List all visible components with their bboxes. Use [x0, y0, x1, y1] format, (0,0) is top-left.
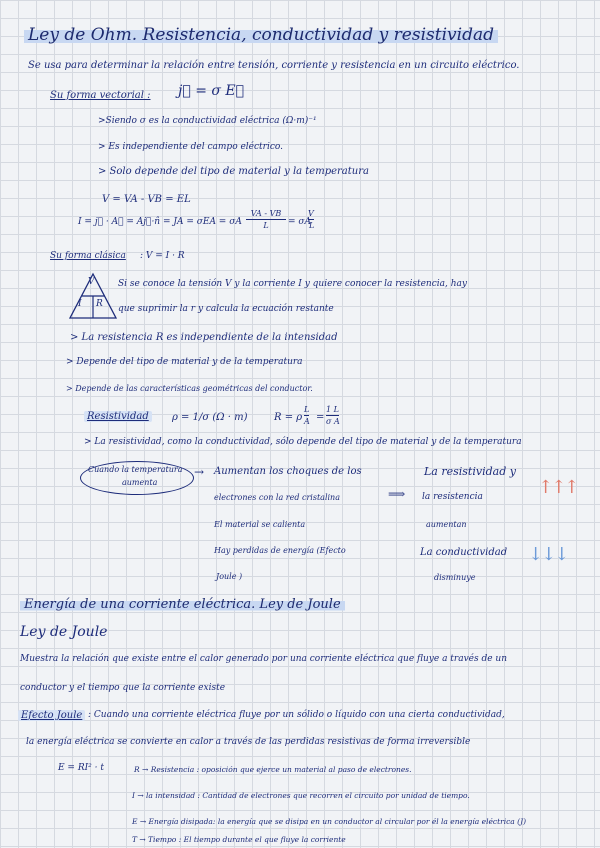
resistance-independent: > La resistencia R es independiente de la intensidad	[70, 332, 338, 343]
r-formula: R = ρ	[274, 412, 303, 423]
joule-effect-text-2: la energía eléctrica se convierte en calor a través de las perdidas resistivas de forma irreversible	[26, 737, 471, 747]
down-arrows-icon: ↓↓↓	[528, 544, 568, 565]
r-fraction2-denominator: σ A	[326, 417, 340, 426]
joule-description-1: Muestra la relación que existe entre el calor generado por una corriente eléctrica que fluye a través de un	[20, 654, 508, 664]
classic-formula: : V = I · R	[140, 251, 185, 261]
current-formula-end: = σA	[288, 217, 312, 227]
joule-effect-label: Efecto Joule	[18, 710, 85, 721]
r-fraction-numerator: L	[304, 405, 310, 414]
section-title-joule: Energía de una corriente eléctrica. Ley de Joule	[20, 598, 345, 612]
arrow-right-icon: →	[194, 465, 205, 479]
fraction-numerator: VA - VB	[246, 210, 286, 220]
result-text-5: disminuye	[434, 573, 476, 582]
triangle-explanation-1: Si se conoce la tensión V y la corriente I y quiere conocer la resistencia, hay	[118, 279, 467, 289]
fraction2-denominator: L	[309, 221, 315, 230]
effect-text-3: El material se calienta	[214, 520, 306, 529]
resistance-material: > Depende del tipo de material y de la temperatura	[66, 357, 303, 367]
intro-text: Se usa para determinar la relación entre tensión, corriente y resistencia en un circuito eléctrico.	[28, 60, 520, 71]
r-fraction2-numerator: 1 L	[326, 405, 339, 414]
sigma-definition: >Siendo σ es la conductividad eléctrica (Ω·m)⁻¹	[98, 116, 317, 126]
definition-e: E → Energía disipada: la energía que se disipa en un conductor al circular por él la energía eléctrica (J)	[132, 817, 527, 826]
definition-r: R → Resistencia : oposición que ejerce un material al paso de electrones.	[134, 765, 412, 774]
vector-formula: j⃗ = σ E⃗	[178, 83, 245, 99]
r-formula-equals: =	[316, 412, 325, 423]
resistance-geometry: > Depende de las características geométricas del conductor.	[66, 384, 313, 393]
section-title-ohm: Ley de Ohm. Resistencia, conductividad y resistividad	[24, 26, 498, 45]
rho-formula: ρ = 1/σ (Ω · m)	[172, 412, 248, 423]
oval-text-1: Cuando la temperatura	[88, 465, 183, 474]
double-arrow-icon: ⟹	[388, 487, 406, 501]
r-fraction-denominator: A	[304, 417, 310, 426]
result-text-3: aumentan	[426, 520, 467, 529]
definition-i: I → la intensidad : Cantidad de electrones que recorren el circuito por unidad de tiempo.	[132, 791, 470, 800]
fraction2-numerator: V	[308, 209, 314, 218]
triangle-explanation-2: que suprimir la r y calcula la ecuación restante	[118, 304, 334, 314]
current-formula: I = j⃗ · A⃗ = Aj⃗·n̂ = JA = σEA = σA	[78, 217, 242, 227]
resistivity-note: > La resistividad, como la conductividad, sólo depende del tipo de material y de la temperatura	[84, 437, 522, 447]
joule-heading: Ley de Joule	[20, 624, 108, 640]
effect-text-2: electrones con la red cristalina	[214, 493, 340, 502]
resistivity-label: Resistividad	[84, 411, 152, 422]
effect-text-1: Aumentan los choques de los	[214, 466, 362, 477]
triangle-r: R	[96, 299, 103, 309]
result-text-2: la resistencia	[422, 492, 483, 502]
triangle-v: V	[88, 277, 95, 287]
oval-text-2: aumenta	[122, 478, 158, 487]
definition-t: T → Tiempo : El tiempo durante el que fluye la corriente	[132, 835, 346, 844]
effect-text-5: Joule )	[216, 572, 243, 581]
independence-note: > Es independiente del campo eléctrico.	[98, 142, 284, 152]
classic-form-label: Su forma clásica	[50, 251, 126, 261]
effect-text-4: Hay perdidas de energía (Efecto	[214, 546, 346, 555]
joule-description-2: conductor y el tiempo que la corriente existe	[20, 683, 226, 693]
dependence-note: > Solo depende del tipo de material y la temperatura	[98, 166, 369, 177]
triangle-i: I	[78, 299, 82, 309]
result-text-1: La resistividad y	[424, 465, 516, 478]
up-arrows-icon: ↑↑↑	[538, 477, 578, 498]
energy-formula: E = RI² · t	[58, 763, 104, 773]
result-text-4: La conductividad	[420, 547, 508, 558]
voltage-formula: V = VA - VB = EL	[102, 194, 191, 205]
joule-effect-text-1: : Cuando una corriente eléctrica fluye por un sólido o líquido con una cierta conductividad,	[88, 710, 505, 720]
fraction-denominator: L	[263, 221, 269, 230]
vector-form-label: Su forma vectorial :	[50, 90, 151, 101]
